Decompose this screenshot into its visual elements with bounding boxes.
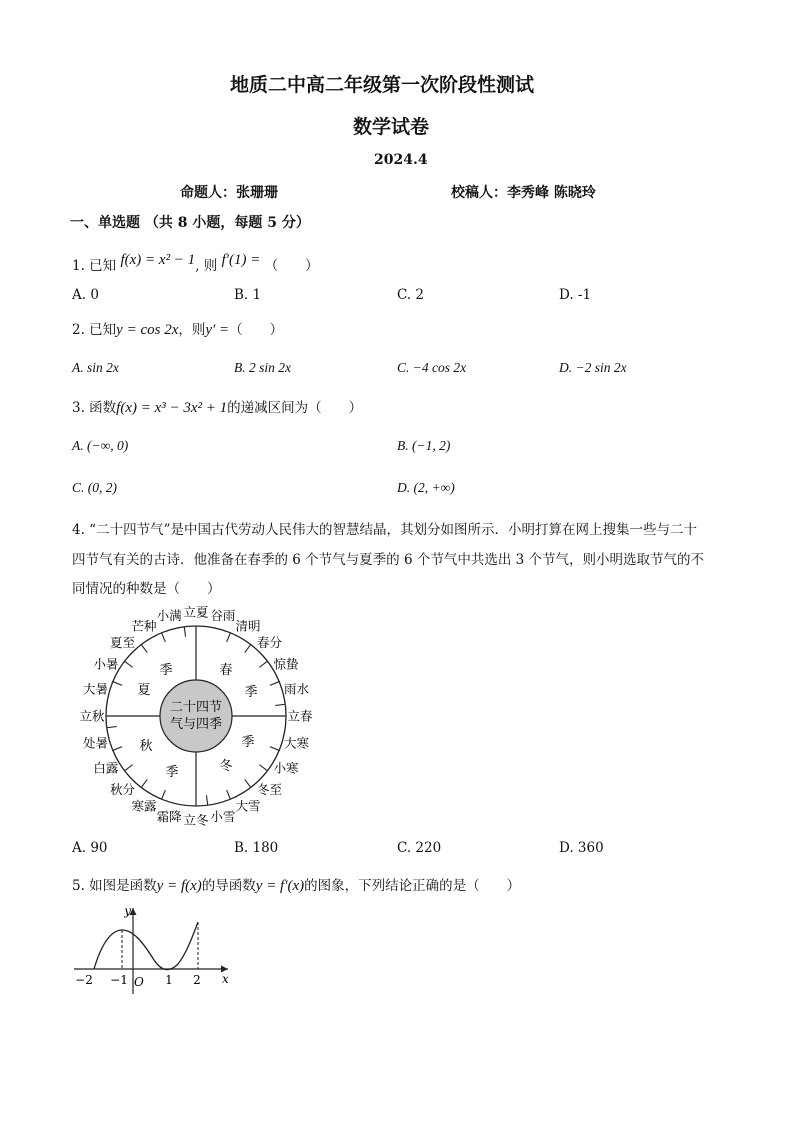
term-tick — [270, 682, 279, 686]
q2-mid: ，则 — [178, 322, 206, 338]
center-label-2: 气与四季 — [169, 717, 223, 732]
term-tick — [259, 661, 267, 667]
term-tick — [184, 627, 185, 637]
term-tick — [275, 704, 285, 705]
term-tick — [125, 765, 133, 771]
q5-prefix: 5. 如图是函数 — [72, 878, 157, 894]
solar-term-label: 立春 — [287, 708, 313, 724]
solar-terms-figure — [68, 600, 328, 830]
term-tick — [162, 633, 166, 642]
term-tick — [245, 645, 251, 653]
solar-term-label: 小寒 — [273, 760, 299, 776]
season-summer-ji: 季 — [159, 663, 173, 678]
derivative-curve — [94, 922, 198, 970]
reviewer-label: 校稿人：李秀峰 陈晓玲 — [451, 185, 596, 201]
solar-term-label: 立夏 — [183, 604, 209, 620]
solar-term-label: 大寒 — [283, 735, 309, 751]
origin-label: O — [134, 975, 144, 989]
q1-option-c: C. 2 — [397, 287, 425, 303]
q1-option-a: A. 0 — [72, 287, 99, 303]
section-heading: 一、单选题 （共 8 小题，每题 5 分） — [70, 215, 310, 231]
solar-term-label: 处暑 — [83, 735, 109, 751]
q2-formula: y = cos 2x — [116, 322, 179, 338]
term-tick — [162, 790, 166, 799]
term-tick — [206, 795, 207, 805]
question-4-line-1: 4. “二十四节气”是中国古代劳动人民伟大的智慧结晶，其划分如图所示．小明打算在网上搜集一些与二十 — [72, 522, 697, 538]
season-winter: 冬 — [219, 759, 233, 774]
q5-formula-1: y = f(x) — [156, 878, 202, 894]
q5-formula-2: y = f′(x) — [255, 878, 305, 894]
exam-subtitle: 数学试卷 — [353, 116, 430, 138]
question-2-stem — [72, 318, 283, 339]
center-disc — [160, 680, 232, 752]
q1-prefix: 1. 已知 — [72, 258, 117, 274]
solar-term-label: 芒种 — [131, 618, 157, 634]
q3-suffix: 的递减区间为（ ） — [227, 400, 363, 416]
season-winter-ji: 季 — [241, 735, 255, 750]
author-label: 命题人：张珊珊 — [180, 185, 278, 201]
tick-label-1: 1 — [165, 973, 173, 987]
x-axis-label: x — [222, 972, 229, 986]
q3-option-b: B. (−1, 2) — [397, 438, 451, 453]
term-tick — [245, 779, 251, 787]
season-autumn-ji: 季 — [165, 765, 179, 780]
q3-option-d: D. (2, +∞) — [397, 480, 455, 495]
q3-option-a: A. (−∞, 0) — [72, 438, 129, 453]
solar-term-label: 春分 — [257, 634, 283, 650]
q5-suffix: 的图象，下列结论正确的是（ ） — [304, 878, 521, 894]
question-1-stem — [72, 254, 319, 275]
y-axis-label: y — [124, 904, 131, 918]
q1-option-b: B. 1 — [234, 287, 262, 303]
term-tick — [113, 747, 122, 751]
term-tick — [125, 661, 133, 667]
term-tick — [141, 645, 147, 653]
term-tick — [141, 779, 147, 787]
q2-formula-2: y′ = — [205, 322, 230, 338]
question-5-stem — [72, 874, 520, 895]
q3-formula: f(x) = x³ − 3x² + 1 — [116, 400, 228, 416]
q2-option-a: A. sin 2x — [72, 360, 119, 375]
season-spring-ji: 季 — [244, 685, 258, 700]
solar-term-label: 白露 — [93, 760, 119, 776]
q3-prefix: 3. 函数 — [72, 400, 117, 416]
q3-option-c: C. (0, 2) — [72, 480, 117, 495]
q2-option-d: D. −2 sin 2x — [559, 360, 627, 375]
term-tick — [107, 726, 117, 727]
tick-label-2: 2 — [193, 973, 201, 987]
q2-prefix: 2. 已知 — [72, 322, 117, 338]
solar-term-label: 清明 — [235, 618, 261, 634]
q4-option-d: D. 360 — [559, 840, 604, 856]
term-tick — [227, 790, 231, 799]
tick-label-minus-2: −2 — [75, 973, 93, 987]
q2-paren: （ ） — [229, 322, 284, 338]
solar-term-label: 大雪 — [235, 798, 261, 814]
q1-formula: f(x) = x² − 1 — [120, 252, 196, 268]
exam-title: 地质二中高二年级第一次阶段性测试 — [230, 74, 535, 96]
exam-date: 2024.4 — [374, 152, 428, 168]
q1-formula-2: f′(1) = — [221, 252, 261, 268]
question-3-stem — [72, 396, 362, 417]
q2-option-b: B. 2 sin 2x — [234, 360, 291, 375]
solar-term-label: 小暑 — [93, 656, 119, 672]
season-summer: 夏 — [137, 683, 151, 698]
solar-term-label: 小满 — [156, 608, 182, 624]
q1-mid: , 则 — [195, 258, 222, 274]
question-4-line-3: 同情况的种数是（ ） — [72, 581, 221, 597]
q5-mid: 的导函数 — [201, 878, 256, 894]
q1-paren: （ ） — [264, 258, 319, 274]
solar-term-label: 惊蛰 — [273, 656, 299, 672]
term-tick — [113, 682, 122, 686]
solar-term-label: 立冬 — [183, 812, 209, 828]
derivative-graph — [70, 902, 240, 997]
question-4-line-2: 四节气有关的古诗．他准备在春季的 6 个节气与夏季的 6 个节气中共选出 3 个节气，则小明选取节气的不 — [72, 552, 705, 568]
solar-term-label: 雨水 — [283, 681, 309, 697]
tick-label-minus-1: −1 — [110, 973, 128, 987]
solar-term-label: 霜降 — [156, 808, 182, 824]
q4-option-c: C. 220 — [397, 840, 442, 856]
solar-term-label: 寒露 — [131, 798, 157, 814]
term-tick — [227, 633, 231, 642]
solar-term-label: 秋分 — [109, 782, 135, 798]
season-spring: 春 — [219, 663, 233, 678]
solar-term-label: 谷雨 — [210, 608, 236, 624]
term-tick — [259, 765, 267, 771]
solar-term-label: 立秋 — [79, 708, 105, 724]
solar-term-label: 冬至 — [257, 782, 283, 798]
solar-term-label: 大暑 — [83, 681, 109, 697]
solar-term-label: 小雪 — [210, 808, 236, 824]
q1-option-d: D. -1 — [559, 287, 592, 303]
q4-option-b: B. 180 — [234, 840, 279, 856]
season-autumn: 秋 — [139, 739, 153, 754]
solar-term-label: 夏至 — [109, 634, 135, 650]
term-tick — [270, 747, 279, 751]
q4-option-a: A. 90 — [72, 840, 108, 856]
q2-option-c: C. −4 cos 2x — [397, 360, 467, 375]
center-label-1: 二十四节 — [169, 700, 223, 715]
